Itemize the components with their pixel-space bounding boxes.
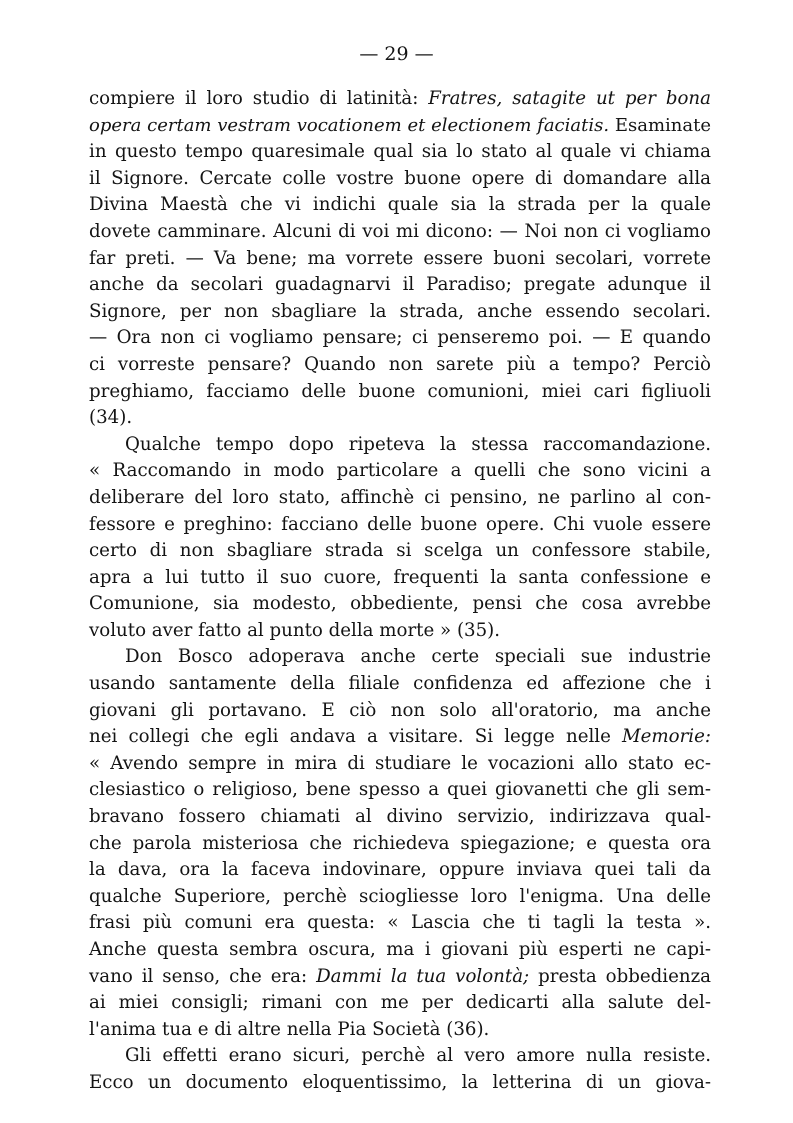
text-segment: Comunione, sia modesto, obbediente, pensi che cosa avrebbe (89, 593, 711, 615)
text-line (89, 352, 711, 379)
text-line (89, 857, 711, 884)
text-line (89, 1070, 711, 1097)
text-line (89, 698, 711, 725)
text-segment: apra a lui tutto il suo cuore, frequenti la santa confessione e (89, 566, 711, 588)
text-line (89, 325, 711, 352)
text-segment: dovete camminare. Alcuni di voi mi dicono: — Noi non ci vogliamo (89, 220, 711, 242)
text-segment: qualche Superiore, perchè sciogliesse loro l'enigma. Una delle (89, 885, 711, 907)
text-line (89, 272, 711, 299)
text-line (89, 990, 711, 1017)
text-line (89, 113, 711, 140)
text-line (89, 86, 711, 113)
text-segment: il Signore. Cercate colle vostre buone opere di domandare alla (89, 167, 711, 189)
text-segment: nei collegi che egli andava a visitare. Si legge nelle (89, 726, 623, 748)
text-segment: deliberare del loro stato, affinchè ci pensino, ne parlino al con- (89, 486, 711, 508)
text-line (89, 671, 711, 698)
text-line (89, 166, 711, 193)
text-segment: bravano fossero chiamati al divino servizio, indirizzava qual- (89, 806, 711, 828)
text-line (89, 831, 711, 858)
text-segment: voluto aver fatto al punto della morte » (35). (89, 619, 501, 641)
italic-text: Fratres, satagite ut per bona (428, 88, 711, 109)
text-segment: presta obbedienza (529, 965, 711, 987)
text-segment: usando santamente della filiale confidenza ed affezione che i (89, 673, 711, 695)
text-segment: Qualche tempo dopo ripeteva la stessa raccomandazione. (125, 433, 711, 455)
text-line (89, 299, 711, 326)
italic-text: opera certam vestram vocationem et electionem faciatis. (89, 114, 610, 136)
text-line (89, 804, 711, 831)
text-segment: la dava, ora la faceva indovinare, oppure inviava quei tali da (89, 859, 711, 881)
text-segment: « Raccomando in modo particolare a quelli che sono vicini a (89, 460, 711, 482)
text-line (89, 512, 711, 539)
text-segment: (34). (89, 407, 133, 429)
text-line (89, 1017, 711, 1044)
text-segment: fessore e preghino: facciano delle buone opere. Chi vuole essere (89, 513, 711, 535)
text-line (89, 565, 711, 592)
text-segment: l'anima tua e di altre nella Pia Società (36). (89, 1018, 490, 1040)
text-segment: Esaminate (609, 114, 711, 136)
text-line (89, 192, 711, 219)
text-line (89, 458, 711, 485)
text-line (89, 432, 711, 459)
text-line (89, 618, 711, 645)
text-line (89, 246, 711, 273)
text-segment: ai miei consigli; rimani con me per dedicarti alla salute del- (89, 992, 711, 1014)
text-segment: clesiastico o religioso, bene spesso a quei giovanetti che gli sem- (89, 779, 711, 801)
text-segment: « Avendo sempre in mira di studiare le vocazioni allo stato ec- (89, 752, 711, 774)
text-line (89, 139, 711, 166)
text-segment: — Ora non ci vogliamo pensare; ci penseremo poi. — E quando (89, 327, 711, 349)
text-line (89, 751, 711, 778)
text-segment: anche da secolari guadagnarvi il Paradiso; pregate adunque il (89, 274, 711, 296)
text-segment: frasi più comuni era questa: « Lascia che ti tagli la testa ». (89, 912, 711, 934)
text-line (89, 724, 711, 751)
text-line (89, 644, 711, 671)
text-segment: Gli effetti erano sicuri, perchè al vero amore nulla resiste. (125, 1045, 711, 1067)
text-segment: Don Bosco adoperava anche certe speciali sue industrie (125, 646, 711, 668)
text-segment: preghiamo, facciamo delle buone comunioni, miei cari figliuoli (89, 380, 711, 402)
body-text (89, 86, 711, 1097)
text-segment: Signore, per non sbagliare la strada, anche essendo secolari. (89, 300, 711, 322)
text-line (89, 777, 711, 804)
text-segment: certo di non sbagliare strada si scelga un confessore stabile, (89, 540, 711, 562)
text-segment: che parola misteriosa che richiedeva spiegazione; e questa ora (89, 832, 711, 854)
italic-text: Dammi la tua volontà; (316, 965, 530, 987)
text-line (89, 591, 711, 618)
text-segment: ci vorreste pensare? Quando non sarete più a tempo? Perciò (89, 353, 711, 375)
text-segment: far preti. — Va bene; ma vorrete essere buoni secolari, vorrete (89, 247, 711, 269)
italic-text: Memorie: (622, 726, 711, 748)
text-line (89, 937, 711, 964)
text-line (89, 379, 711, 406)
text-line (89, 910, 711, 937)
text-segment: compiere il loro studio di latinità: (89, 88, 429, 109)
text-line (89, 219, 711, 246)
text-segment: Divina Maestà che vi indichi quale sia la strada per la quale (89, 194, 711, 216)
text-line (89, 538, 711, 565)
text-segment: vano il senso, che era: (89, 965, 317, 987)
text-segment: Anche questa sembra oscura, ma i giovani più esperti ne capi- (89, 939, 711, 960)
text-line (89, 884, 711, 911)
page-number: — 29 — (359, 43, 434, 65)
text-segment: giovani gli portavano. E ciò non solo all'oratorio, ma anche (89, 699, 711, 721)
text-line (89, 405, 711, 432)
text-line (89, 1043, 711, 1070)
text-line (89, 485, 711, 512)
text-segment: Ecco un documento eloquentissimo, la letterina di un giova- (89, 1071, 711, 1093)
text-segment: in questo tempo quaresimale qual sia lo stato al quale vi chiama (89, 141, 711, 163)
text-line (89, 964, 711, 991)
